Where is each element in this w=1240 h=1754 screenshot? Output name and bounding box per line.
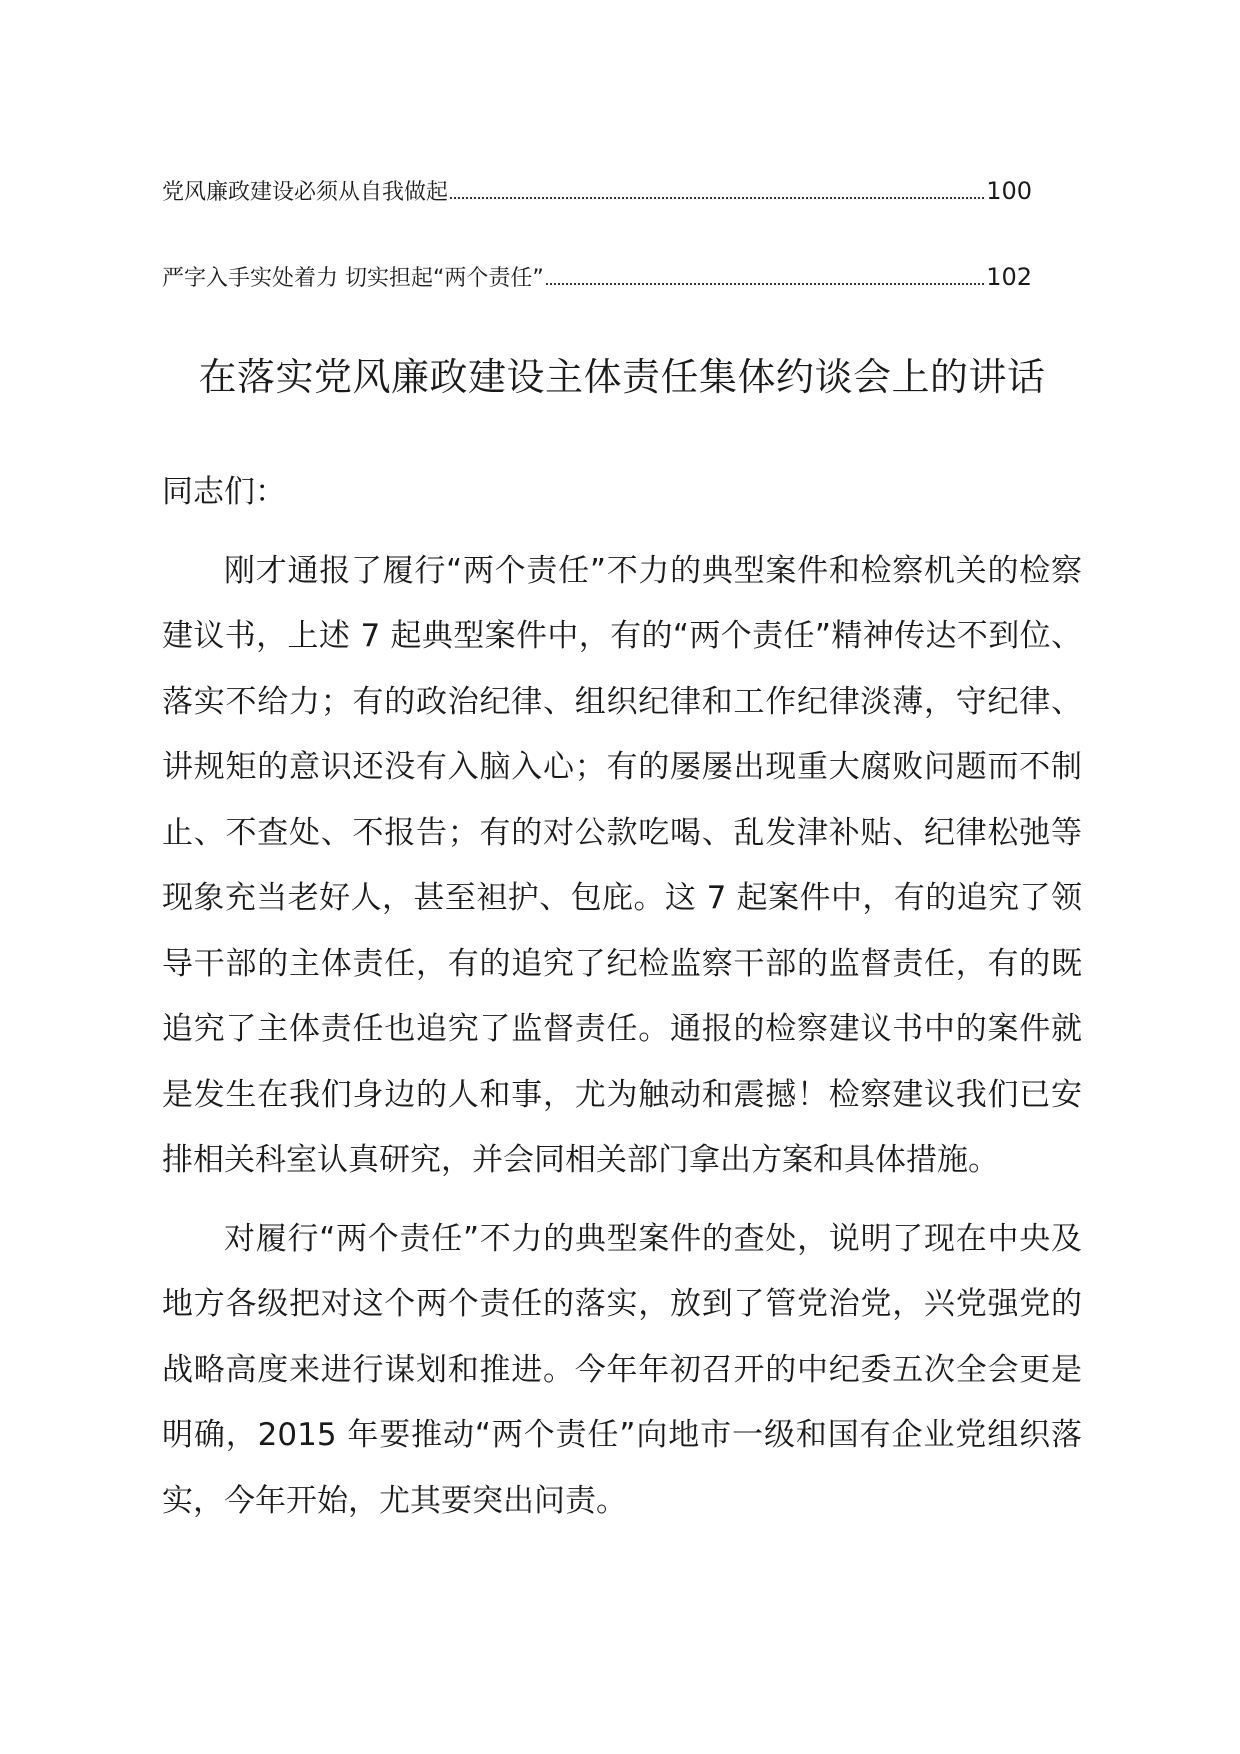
toc-leader-dots [546, 282, 984, 285]
paragraph: 刚才通报了履行“两个责任”不力的典型案件和检察机关的检察建议书，上述 7 起典型案件中，有的“两个责任”精神传达不到位、落实不给力；有的政治纪律、组织纪律和工作纪律淡薄，守纪律、讲规矩的意识还没有入脑入心；有的屡屡出现重大腐败问题而不制止、不查处、不报告；有的对公款吃喝、乱发津补贴、纪律松弛等现象充当老好人，甚至袒护、包庇。这 7 起案件中，有的追究了领导干部的主体责任，有的追究了纪检监察干部的监督责任，有的既追究了主体责任也追究了监督责任。通报的检察建议书中的案件就是发生在我们身边的人和事，尤为触动和震撼！检察建议我们已安排相关科室认真研究，并会同相关部门拿出方案和具体措施。 [162, 552, 1082, 1178]
salutation: 同志们： [162, 474, 286, 510]
document-body [162, 460, 1082, 1547]
toc-entry-title: 党风廉政建设必须从自我做起 [162, 180, 449, 205]
paragraph: 对履行“两个责任”不力的典型案件的查处，说明了现在中央及地方各级把对这个两个责任的落实，放到了管党治党，兴党强党的战略高度来进行谋划和推进。今年年初召开的中纪委五次全会更是明确，2015 年要推动“两个责任”向地市一级和国有企业党组织落实，今年开始，尤其要突出问责。 [162, 1220, 1082, 1519]
toc-entry-title: 严字入手实处着力 切实担起“两个责任” [162, 266, 544, 291]
toc-entry-page: 100 [986, 177, 1032, 205]
table-of-contents [162, 176, 1032, 348]
toc-entry[interactable] [162, 262, 1032, 348]
document-title: 在落实党风廉政建设主体责任集体约谈会上的讲话 [198, 355, 1046, 399]
toc-leader-dots [450, 196, 984, 199]
toc-entry-page: 102 [986, 263, 1032, 291]
toc-entry[interactable] [162, 176, 1032, 262]
